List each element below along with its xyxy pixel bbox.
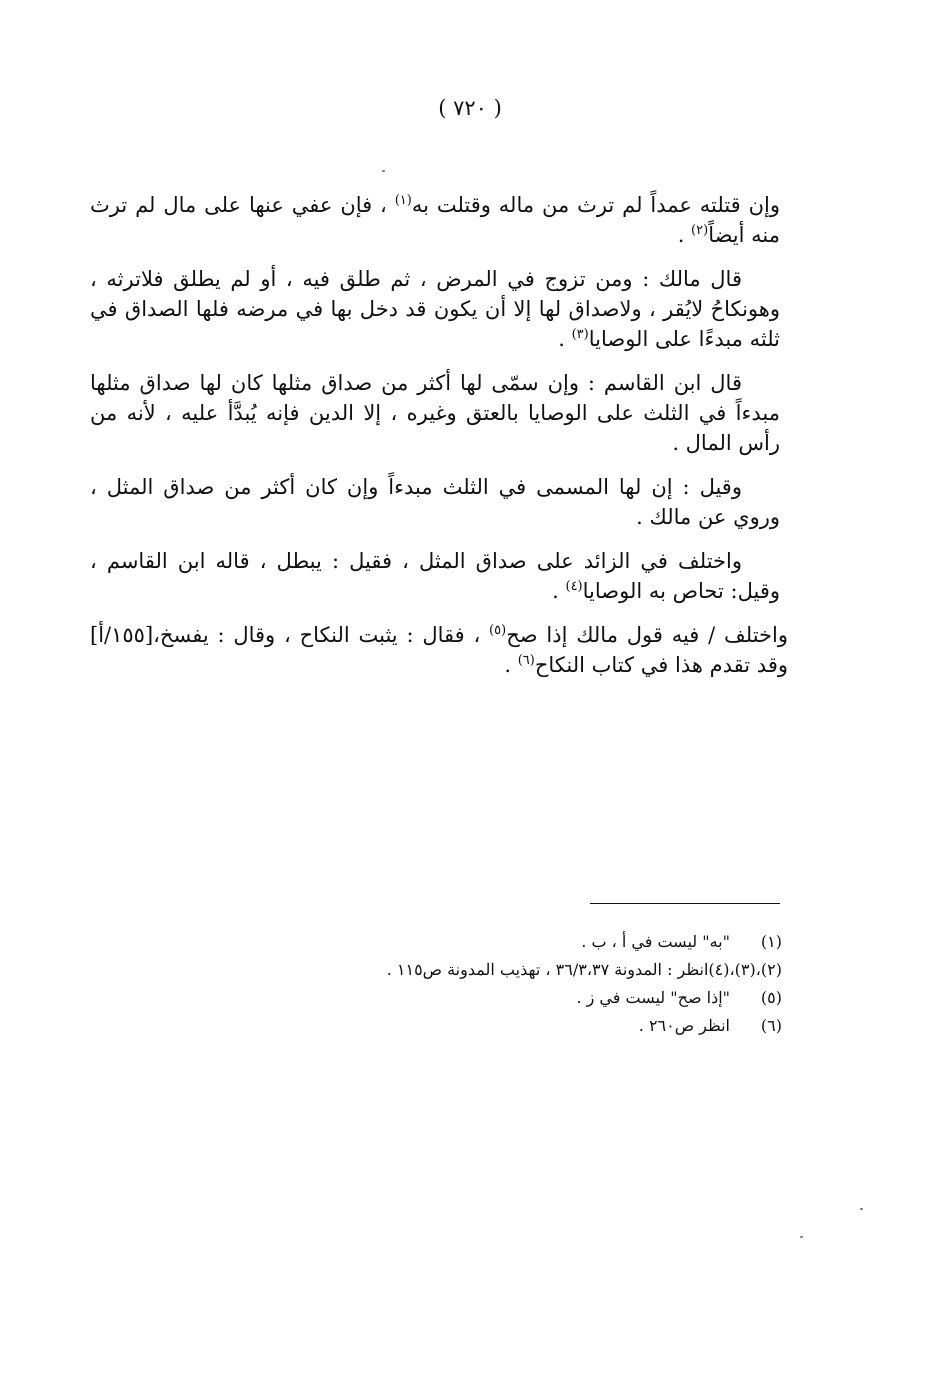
paragraph-text: ، فإن عفي عنها على مال لم ترث منه أيضاً: [90, 193, 780, 247]
footnote-text: "إذا صح" ليست في ز .: [576, 988, 730, 1007]
scan-speck: [382, 170, 385, 172]
page-number: ( ٧٢٠ ): [438, 96, 502, 120]
scan-speck: [860, 1208, 863, 1210]
paragraph-text: قال ابن القاسم : وإن سمّى لها أكثر من صداق مثلها كان لها صداق مثلها مبدءاً في الثلث على الوصايا بالعتق وغيره ، إلا الدين فإنه يُبدَّأ عليه ، لأنه من رأس المال .: [90, 371, 780, 455]
footnote-ref: (٤): [565, 579, 583, 594]
footnote-ref: (٣): [571, 327, 589, 342]
footnote-text: انظر : المدونة ٣٦/٣،٣٧ ، تهذيب المدونة ص١١٥ .: [386, 960, 709, 979]
body-text: [90, 190, 788, 694]
paragraph-text: .: [552, 579, 566, 603]
paragraph-text: وقيل : إن لها المسمى في الثلث مبدءاً وإن كان أكثر من صداق المثل ، وروي عن مالك .: [90, 475, 780, 529]
paragraph-text: وإن قتلته عمداً لم ترث من ماله وقتلت به: [411, 193, 780, 217]
paragraph: [90, 546, 780, 606]
footnote-text: "به" ليست في أ ، ب .: [581, 932, 730, 951]
scan-speck: [800, 1236, 803, 1238]
footnote: [160, 984, 782, 1012]
paragraph: [90, 620, 788, 680]
footnote: [160, 928, 782, 956]
paragraph-text: واختلف / فيه قول مالك إذا صح: [506, 623, 788, 647]
paragraph-text: قال مالك : ومن تزوج في المرض ، ثم طلق فيه ، أو لم يطلق فلاترثه ، وهونكاحُ لايُقر ، ولاصداق لها إلا أن يكون قد دخل بها في مرضه فلها الصداق في ثلثه مبدءًا على الوصايا: [90, 267, 780, 351]
paragraph-text: .: [558, 327, 572, 351]
paragraph: [90, 264, 780, 354]
footnotes: [160, 928, 782, 1040]
footnote-ref: (٢): [691, 223, 709, 238]
footnote-number: (٥): [760, 988, 782, 1007]
footnote: [160, 956, 782, 984]
paragraph: [90, 368, 780, 458]
footnote: [160, 1012, 782, 1040]
paragraph-text: .: [504, 653, 518, 677]
footnote-ref: (١): [394, 193, 412, 208]
paragraph: [90, 472, 780, 532]
footnote-number: (٢)،(٣)،(٤): [708, 960, 782, 979]
paragraph: [90, 190, 780, 250]
footnote-ref: (٦): [517, 653, 535, 668]
footnote-separator: [590, 903, 780, 904]
paragraph-text: .: [677, 223, 692, 247]
footnote-number: (٦): [760, 1016, 782, 1035]
footnote-ref: (٥): [489, 623, 507, 638]
paragraph-text: واختلف في الزائد على صداق المثل ، فقيل : يبطل ، قاله ابن القاسم ، وقيل: تحاص به الوصايا: [90, 549, 780, 603]
paragraph-text: ، فقال : يثبت النكاح ، وقال : يفسخ،[١٥٥/أ] وقد تقدم هذا في كتاب النكاح: [90, 623, 788, 677]
footnote-text: انظر ص٢٦٠ .: [638, 1016, 730, 1035]
footnote-number: (١): [760, 932, 782, 951]
